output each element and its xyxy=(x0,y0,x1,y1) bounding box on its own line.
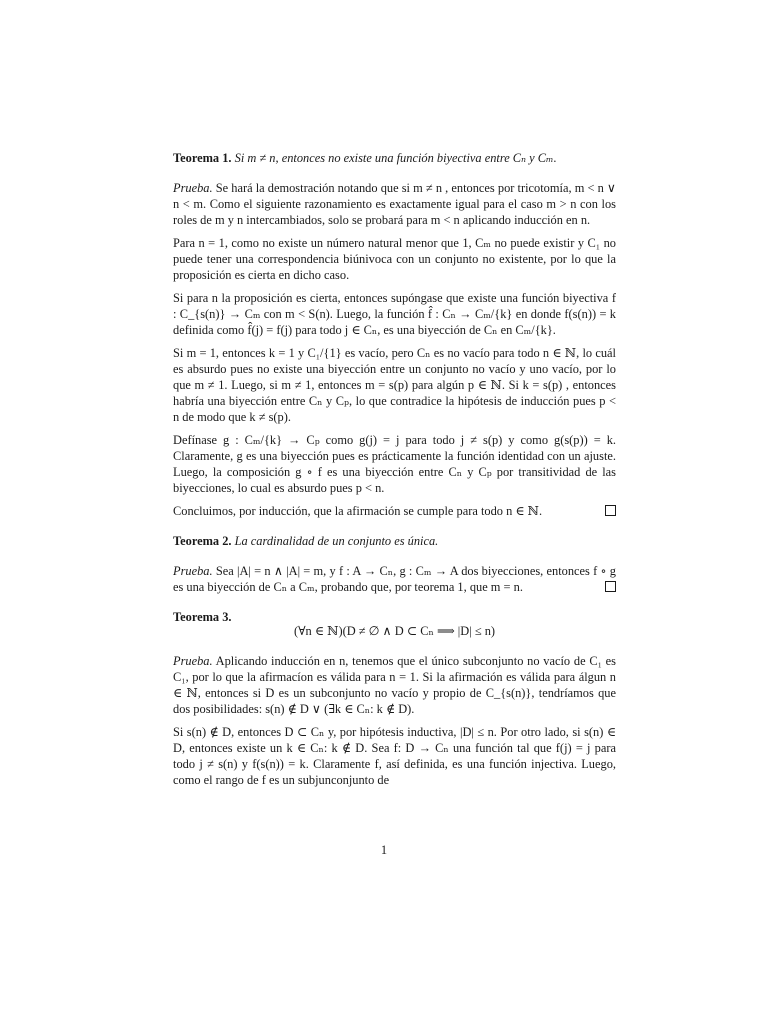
proof-1-paragraph xyxy=(173,180,616,228)
proof-3-paragraph xyxy=(173,653,616,717)
proof-2-text: Sea |A| = n ∧ |A| = m, y f : A → Cₙ, g : Cₘ → A dos biyecciones, entonces f ∘ g es una biyección de Cₙ a Cₘ, probando que, por teorema 1, que m = n. xyxy=(173,564,617,594)
proof-1-composition: Defínase g : Cₘ/{k} → Cₚ como g(j) = j para todo j ≠ s(p) y como g(s(p)) = k. Claramente, g es una biyección pues es prácticamente la función identidad con un ajuste. Luego, la composición g ∘ f es una biyección entre Cₙ y Cₚ por transitividad de las biyecciones, lo cual es absurdo pues p < n. xyxy=(173,433,616,495)
proof-1-base-case: Para n = 1, como no existe un número natural menor que 1, Cₘ no puede existir y C₁ no puede tener una correspondencia biúnivoca con un conjunto no existente, por lo que la proposición es cierta en dicho caso. xyxy=(173,236,616,282)
theorem-2 xyxy=(173,533,616,549)
proof-1-conclusion-text: Concluimos, por inducción, que la afirmación se cumple para todo n ∈ ℕ. xyxy=(173,504,543,518)
proof-1-case-analysis: Si m = 1, entonces k = 1 y C₁/{1} es vacío, pero Cₙ es no vacío para todo n ∈ ℕ, lo cuál es absurdo pues no existe una biyección entre un conjunto no vacío y uno vacío, por lo que m ≠ 1. Luego, si m ≠ 1, entonces m = s(p) para algún p ∈ ℕ. Si k = s(p) , entonces habría una biyección entre Cₙ y Cₚ, lo que contradice la hipótesis de inducción pues p < n de modo que k ≠ s(p). xyxy=(173,346,616,424)
proof-1-label: Prueba. xyxy=(173,181,213,195)
theorem-2-heading: Teorema 2. xyxy=(173,534,232,548)
proof-3-text: Aplicando inducción en n, tenemos que el único subconjunto no vacío de C₁ es C₁, por lo que la afirmacíon es válida para n = 1. Si la afirmación es válida para álgun n ∈ ℕ, entonces si D es un subconjunto no vacío y propio de C_{s(n)}, tendríamos que dos posibilidades: s(n) ∉ D ∨ (∃k ∈ Cₙ: k ∉ D). xyxy=(173,654,616,716)
qed-square-icon xyxy=(605,505,616,516)
theorem-1 xyxy=(173,150,616,166)
proof-2-paragraph xyxy=(173,563,616,595)
theorem-3-heading: Teorema 3. xyxy=(173,610,232,624)
theorem-1-heading: Teorema 1. xyxy=(173,151,232,165)
theorem-1-statement: Si m ≠ n, entonces no existe una función biyectiva entre Cₙ y Cₘ. xyxy=(234,151,557,165)
theorem-3 xyxy=(173,609,616,639)
page-content xyxy=(173,150,616,802)
proof-1 xyxy=(173,180,616,519)
proof-3 xyxy=(173,653,616,788)
proof-2 xyxy=(173,563,616,595)
proof-3-continuation: Si s(n) ∉ D, entonces D ⊂ Cₙ y, por hipótesis inductiva, |D| ≤ n. Por otro lado, si s(n) ∈ D, entonces existe un k ∈ Cₙ: k ∉ D. Sea f: D → Cₙ una función tal que f(j) = j para todo j ≠ s(n) y f(s(n)) = k. Claramente f, así definida, es una función injectiva. Luego, como el rango de f es un subjunconjunto de xyxy=(173,725,616,787)
proof-1-text: Se hará la demostración notando que si m ≠ n , entonces por tricotomía, m < n ∨ n < m. Como el siguiente razonamiento es exactamente igual para el caso m > n con los roles de m y n intercambiados, solo se probará para m < n aplicando inducción en n. xyxy=(173,181,616,227)
qed-square-icon xyxy=(605,581,616,592)
proof-3-label: Prueba. xyxy=(173,654,213,668)
proof-1-inductive-step: Si para n la proposición es cierta, entonces supóngase que existe una función biyectiva f : C_{s(n)} → Cₘ con m < S(n). Luego, la función f̂ : Cₙ → Cₘ/{k} en donde f(s(n)) = k definida como f̂(j) = f(j) para todo j ∈ Cₙ, es una biyección de Cₙ en Cₘ/{k}. xyxy=(173,291,616,337)
page-number: 1 xyxy=(380,843,388,857)
theorem-3-formula: (∀n ∈ ℕ)(D ≠ ∅ ∧ D ⊂ Cₙ ⟹ |D| ≤ n) xyxy=(293,624,496,638)
theorem-2-statement: La cardinalidad de un conjunto es única. xyxy=(234,534,439,548)
proof-1-conclusion xyxy=(173,503,616,519)
proof-2-label: Prueba. xyxy=(173,564,213,578)
